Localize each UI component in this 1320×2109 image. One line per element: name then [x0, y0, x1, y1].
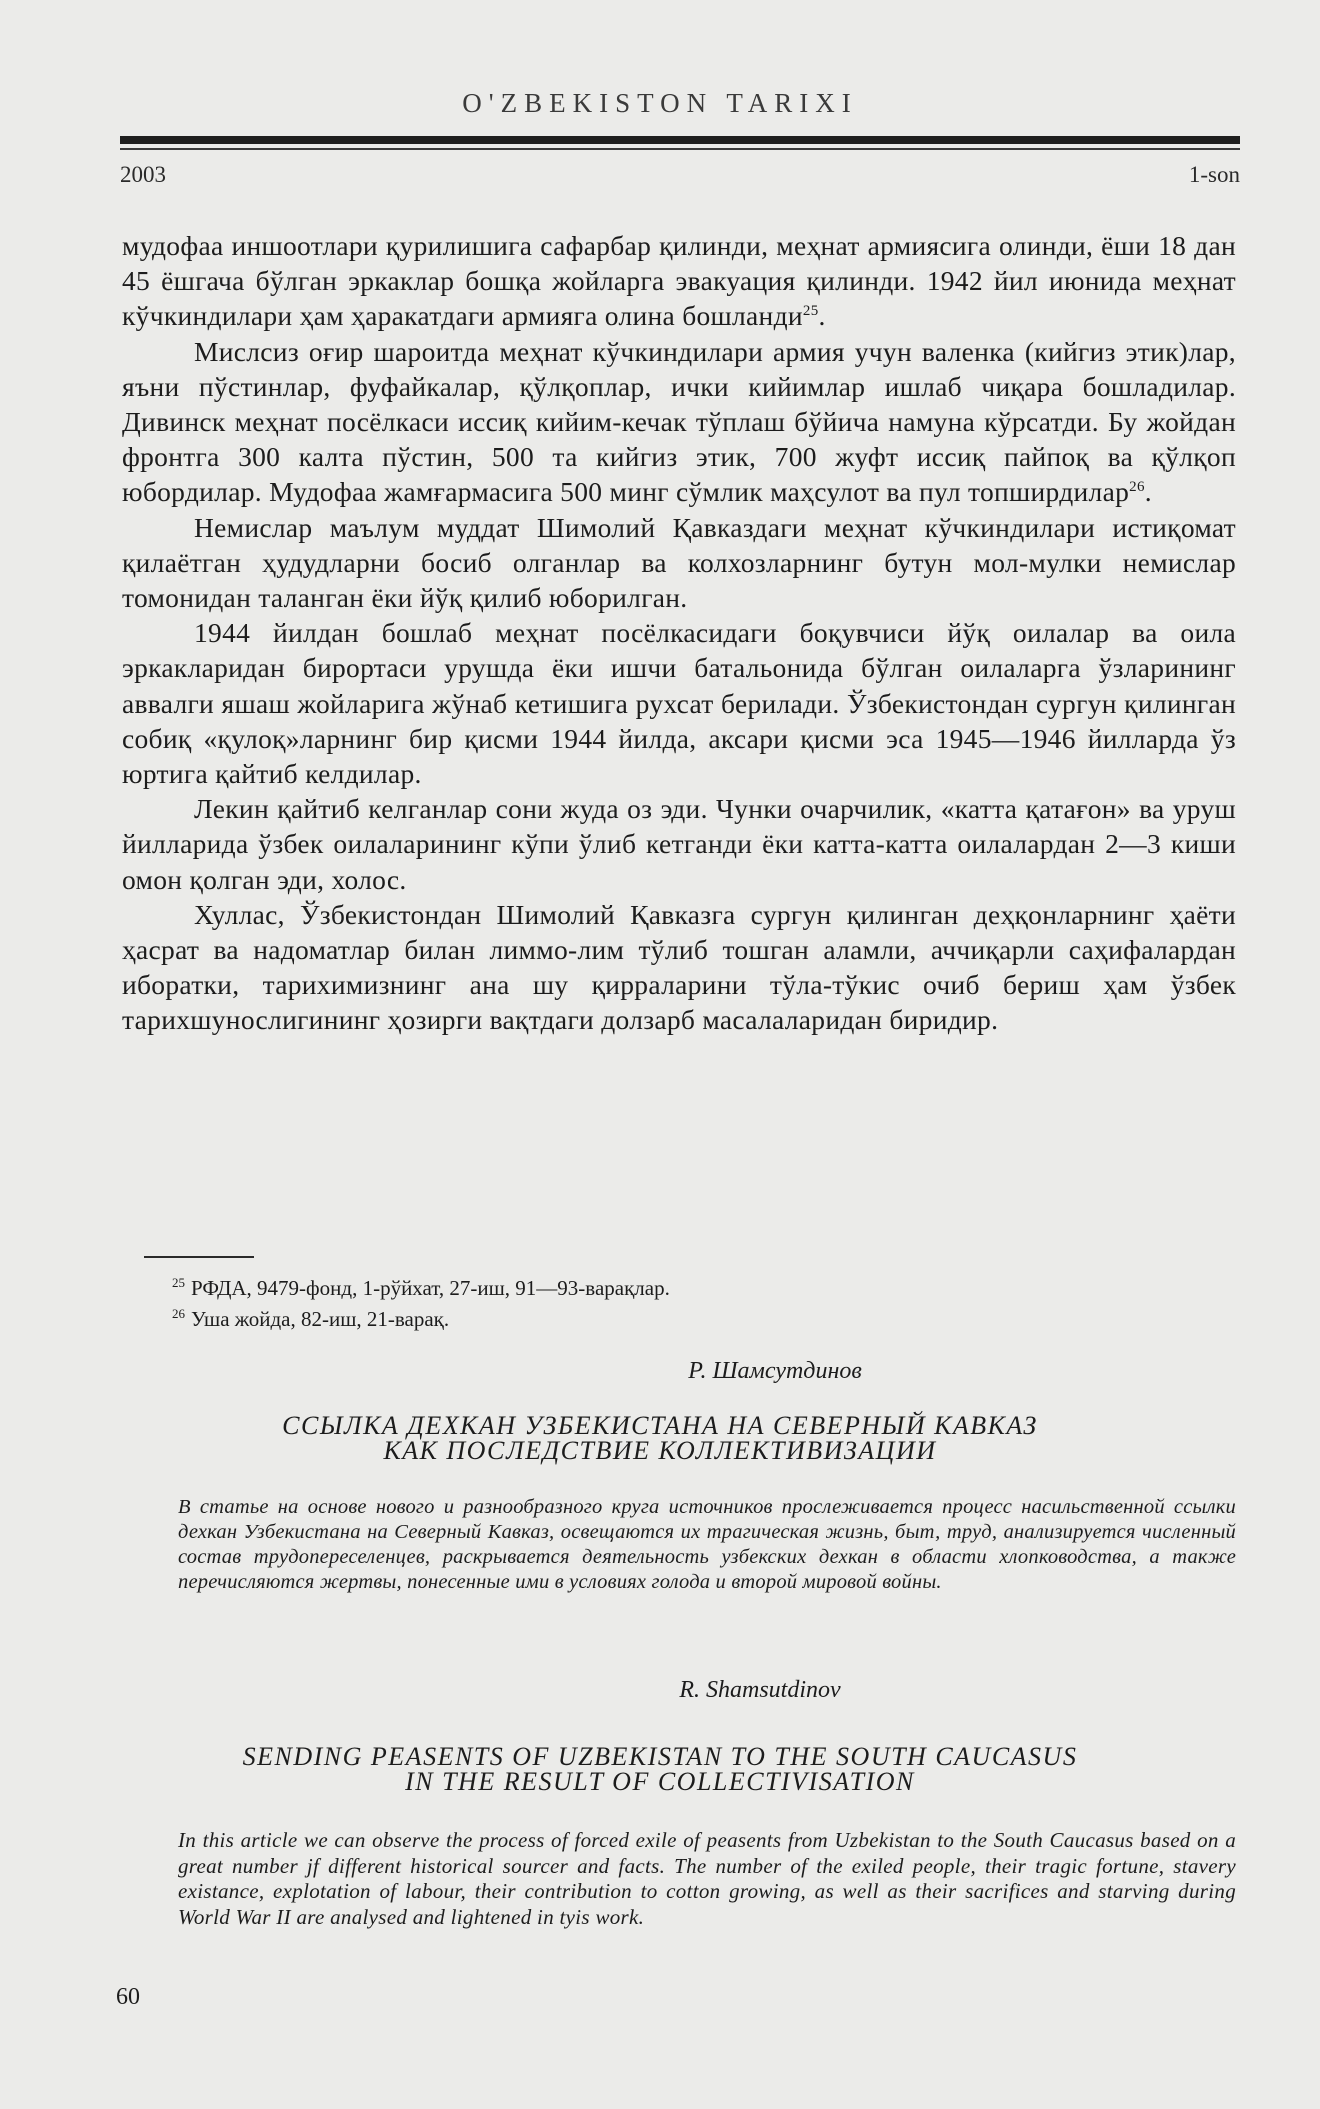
footnote-mark: 26: [172, 1306, 185, 1321]
footnotes: [172, 1270, 670, 1332]
footnote-ref: 25: [802, 303, 819, 320]
body-paragraph: Мислсиз оғир шароитда меҳнат кўчкиндилари армия учун валенка (кийгиз этик)лар, яъни пўстинлар, фуфайкалар, қўлқоплар, ички кийимлар ишлаб чиқара бошладилар. Дивинск меҳнат посёлкаси иссиқ кийим-кечак тўплаш бўйича намуна кўрсатди. Бу жойдан фронтга 300 калта пўстин, 500 та кийгиз этик, 700 жуфт иссиқ пайпоқ ва қўлқоп юбордилар. Мудофаа жамғармасига 500 минг сўмлик маҳсулот ва пул топширдилар$^{26}$.: [122, 335, 1236, 508]
title-english-line: IN THE RESULT OF COLLECTIVISATION: [405, 1767, 915, 1796]
paragraph-text: Мислсиз оғир шароитда меҳнат кўчкиндилари армия учун валенка (кийгиз этик)лар, яъни пўстинлар, фуфайкалар, қўлқоплар, ички кийимлар ишлаб чиқара бошладилар. Дивинск меҳнат посёлкаси иссиқ кийим-кечак тўплаш бўйича намуна кўрсатди. Бу жойдан фронтга 300 калта пўстин, 500 та кийгиз этик, 700 жуфт иссиқ пайпоқ ва қўлқоп юбордилар. Мудофаа жамғармасига 500 минг сўмлик маҳсулот ва пул топширдилар: [122, 335, 1236, 508]
journal-title: O'ZBEKISTON TARIXI: [462, 88, 858, 118]
footnote-text: РФДА, 9479-фонд, 1-рўйхат, 27-иш, 91—93-варақлар.: [191, 1276, 670, 1300]
footnote-mark: 25: [172, 1275, 185, 1290]
footnote-text: Уша жойда, 82-иш, 21-варақ.: [191, 1307, 450, 1331]
abstract-russian: [178, 1495, 1236, 1595]
body-paragraph: Немислар маълум муддат Шимолий Қавказдаги меҳнат кўчкиндилари истиқомат қилаётган ҳудудларни босиб олганлар ва колхозларнинг бутун мол-мулки немислар томонидан таланган ёки йўқ қилиб юборилган.: [122, 511, 1236, 614]
title-english: [0, 1744, 1320, 1794]
abstract-russian-text: В статье на основе нового и разнообразного круга источников прослеживается процесс насильственной ссылки дехкан Узбекистана на Северный Кавказ, освещаются их трагическая жизнь, быт, труд, анализируется численный состав трудопереселенцев, раскрывается деятельность узбекских дехкан в области хлопководства, а также перечисляются жертвы, понесенные ими в условиях голода и второй мировой войны.: [178, 1496, 1236, 1593]
author-russian: Р. Шамсутдинов: [688, 1358, 862, 1384]
footnote-rule: [144, 1256, 254, 1258]
footnote-ref: 26: [1129, 479, 1145, 496]
header-rule-thick: [120, 136, 1240, 144]
body-paragraph: Хуллас, Ўзбекистондан Шимолий Қавказга сургун қилинган деҳқонларнинг ҳаёти ҳасрат ва надоматлар билан лиммо-лим тўлиб тошган аламли, аччиқарли саҳифалардан иборатки, тарихимизнинг ана шу қирраларини тўла-тўкис очиб бериш ҳам ўзбек тарихшунослигининг ҳозирги вақтдаги долзарб масалаларидан биридир.: [122, 898, 1236, 1036]
issue-year: 2003: [120, 162, 166, 187]
body-paragraph: Лекин қайтиб келганлар сони жуда оз эди. Чунки очарчилик, «катта қатағон» ва уруш йилларида ўзбек оилаларининг кўпи ўлиб кетганди ёки катта-катта оилалардан 2—3 киши омон қолган эди, холос.: [122, 793, 1236, 895]
paragraph-text: мудофаа иншоотлари қурилишига сафарбар қилинди, меҳнат армиясига олинди, ёши 18 дан 45 ёшгача бўлган эркаклар бошқа жойларга эвакуация қилинди. 1942 йил июнида меҳнат кўчкиндилари ҳам ҳаракатдаги армияга олина бошланди: [122, 230, 1236, 332]
issue-number: 1-son: [1188, 162, 1240, 187]
footnote: [172, 1270, 670, 1301]
article-body: [122, 228, 1236, 1038]
title-russian-line: КАК ПОСЛЕДСТВИЕ КОЛЛЕКТИВИЗАЦИИ: [383, 1436, 937, 1465]
footnote: [172, 1301, 670, 1332]
page-number: 60: [116, 1984, 140, 2010]
title-russian-line: ССЫЛКА ДЕХКАН УЗБЕКИСТАНА НА СЕВЕРНЫЙ КАВКАЗ: [282, 1411, 1038, 1440]
abstract-english-text: In this article we can observe the process of forced exile of peasents from Uzbekistan to the South Caucasus based on a great number jf different historical sourcer and facts. The number of the exiled people, their tragic fortune, stavery existance, explotation of labour, their contribution to cotton growing, as well as their sacrifices and starving during World War II are analysed and lightened in tyis work.: [178, 1828, 1236, 1929]
body-paragraph: 1944 йилдан бошлаб меҳнат посёлкасидаги боқувчиси йўқ оилалар ва оила эркакларидан бирортаси урушда ёки ишчи батальонида бўлган оилаларга ўзларининг аввалги яшаш жойларига жўнаб кетишига рухсат берилади. Ўзбекистондан сургун қилинган собиқ «қулоқ»ларнинг бир қисми 1944 йилда, аксари қисми эса 1945—1946 йилларда ўз юртига қайтиб келдилар.: [122, 617, 1236, 790]
header-rule-thin: [120, 148, 1240, 150]
title-russian: [0, 1413, 1320, 1463]
title-english-line: SENDING PEASENTS OF UZBEKISTAN TO THE SOUTH CAUCASUS: [242, 1742, 1078, 1771]
author-english: R. Shamsutdinov: [679, 1677, 841, 1703]
body-paragraph: мудофаа иншоотлари қурилишига сафарбар қилинди, меҳнат армиясига олинди, ёши 18 дан 45 ёшгача бўлган эркаклар бошқа жойларга эвакуация қилинди. 1942 йил июнида меҳнат кўчкиндилари ҳам ҳаракатдаги армияга олина бошланди$^{25}$.: [122, 230, 1236, 332]
abstract-english: [178, 1828, 1236, 1930]
